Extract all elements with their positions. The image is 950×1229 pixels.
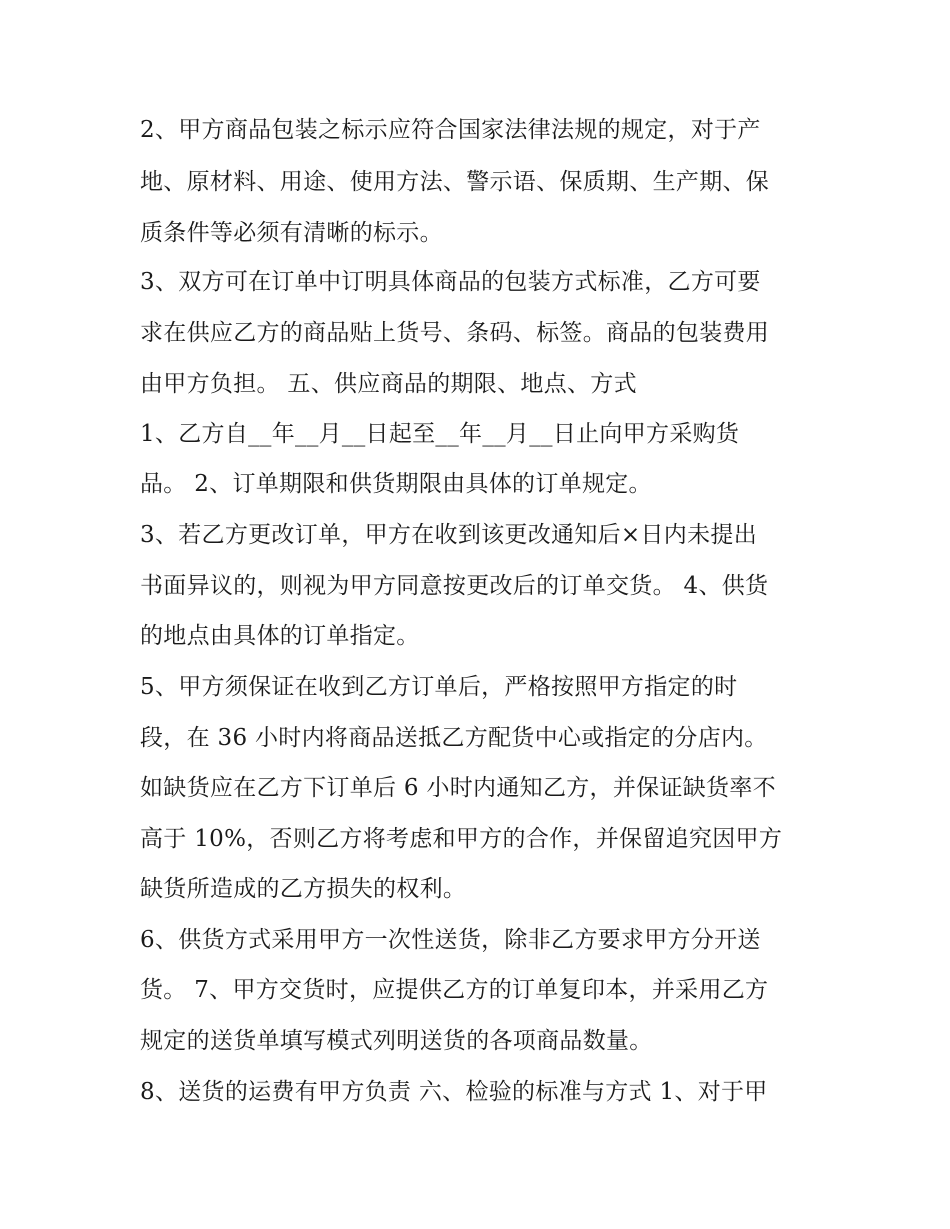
text-line: 段，在 36 小时内将商品送抵乙方配货中心或指定的分店内。 bbox=[140, 725, 768, 751]
text-line: 3、双方可在订单中订明具体商品的包装方式标准，乙方可要 bbox=[140, 269, 761, 295]
text-line: 由甲方负担。 五、供应商品的期限、地点、方式 bbox=[140, 371, 637, 397]
text-line: 品。 2、订单期限和供货期限由具体的订单规定。 bbox=[140, 471, 652, 497]
text-line: 1、乙方自__年__月__日起至__年__月__日止向甲方采购货 bbox=[140, 421, 740, 447]
text-line: 缺货所造成的乙方损失的权利。 bbox=[140, 876, 467, 902]
text-line: 书面异议的，则视为甲方同意按更改后的订单交货。 4、供货 bbox=[140, 573, 769, 599]
text-line: 2、甲方商品包装之标示应符合国家法律法规的规定，对于产 bbox=[140, 117, 761, 143]
text-line: 地、原材料、用途、使用方法、警示语、保质期、生产期、保 bbox=[140, 169, 770, 195]
text-line: 3、若乙方更改订单，甲方在收到该更改通知后×日内未提出 bbox=[140, 522, 758, 548]
text-line: 如缺货应在乙方下订单后 6 小时内通知乙方，并保证缺货率不 bbox=[140, 775, 776, 801]
text-line: 规定的送货单填写模式列明送货的各项商品数量。 bbox=[140, 1028, 653, 1054]
text-line: 8、送货的运费有甲方负责 六、检验的标准与方式 1、对于甲 bbox=[140, 1079, 768, 1105]
text-line: 质条件等必须有清晰的标示。 bbox=[140, 220, 443, 246]
text-line: 货。 7、甲方交货时，应提供乙方的订单复印本，并采用乙方 bbox=[140, 977, 769, 1003]
text-line: 6、供货方式采用甲方一次性送货，除非乙方要求甲方分开送 bbox=[140, 927, 761, 953]
text-line: 的地点由具体的订单指定。 bbox=[140, 623, 420, 649]
text-line: 求在供应乙方的商品贴上货号、条码、标签。商品的包装费用 bbox=[140, 320, 770, 346]
text-line: 高于 10%，否则乙方将考虑和甲方的合作，并保留追究因甲方 bbox=[140, 826, 783, 852]
text-line: 5、甲方须保证在收到乙方订单后，严格按照甲方指定的时 bbox=[140, 674, 738, 700]
